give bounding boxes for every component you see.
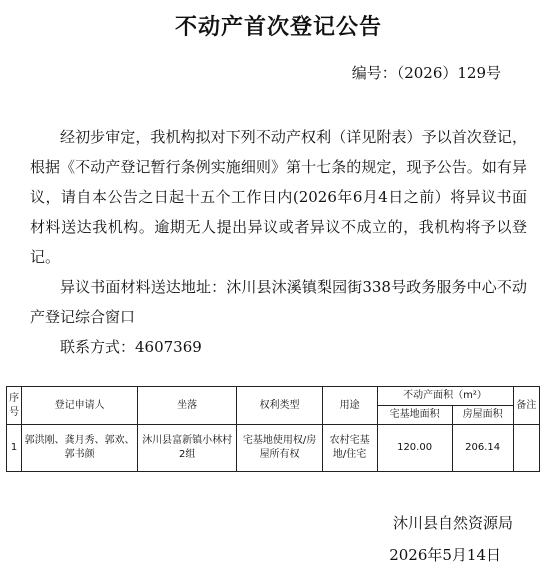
header-location: 坐落 (137, 387, 236, 425)
cell-seq: 1 (7, 425, 22, 472)
cell-right-type: 宅基地使用权/房屋所有权 (237, 425, 322, 472)
issue-date: 2026年5月14日 (389, 546, 501, 564)
header-house-area: 房屋面积 (452, 406, 513, 425)
header-homestead-area: 宅基地面积 (377, 406, 452, 425)
address-paragraph: 异议书面材料送达地址：沐川县沐溪镇梨园街338号政务服务中心不动产登记综合窗口 (30, 278, 527, 326)
header-seq: 序号 (7, 387, 22, 425)
cell-homestead-area: 120.00 (377, 425, 452, 472)
header-area-group: 不动产面积（m²） (377, 387, 513, 406)
main-paragraph: 经初步审定，我机构拟对下列不动产权利（详见附表）予以首次登记，根据《不动产登记暂行条例实施细则》第十七条的规定，现予公告。如有异议，请自本公告之日起十五个工作日内(2026年6月4日之前）将异议书面材料送达我机构。逾期无人提出异议或者异议不成立的，我机构将予以登记。 (30, 128, 527, 266)
announcement-body (30, 122, 527, 362)
document-number: 编号：（2026）129号 (351, 64, 501, 82)
property-table (6, 386, 540, 472)
header-remarks: 备注 (513, 387, 539, 425)
table-row (7, 425, 540, 472)
header-right-type: 权利类型 (237, 387, 322, 425)
cell-usage: 农村宅基地/住宅 (322, 425, 377, 472)
announcement-title: 不动产首次登记公告 (174, 14, 382, 40)
cell-location: 沐川县富新镇小林村2组 (137, 425, 236, 472)
header-usage: 用途 (322, 387, 377, 425)
cell-house-area: 206.14 (452, 425, 513, 472)
cell-applicant: 郭洪刚、龚月秀、郭欢、郭书颜 (22, 425, 138, 472)
header-applicant: 登记申请人 (22, 387, 138, 425)
cell-remarks (513, 425, 539, 472)
issuing-organization: 沐川县自然资源局 (392, 514, 513, 532)
contact-paragraph: 联系方式：4607369 (60, 338, 202, 356)
